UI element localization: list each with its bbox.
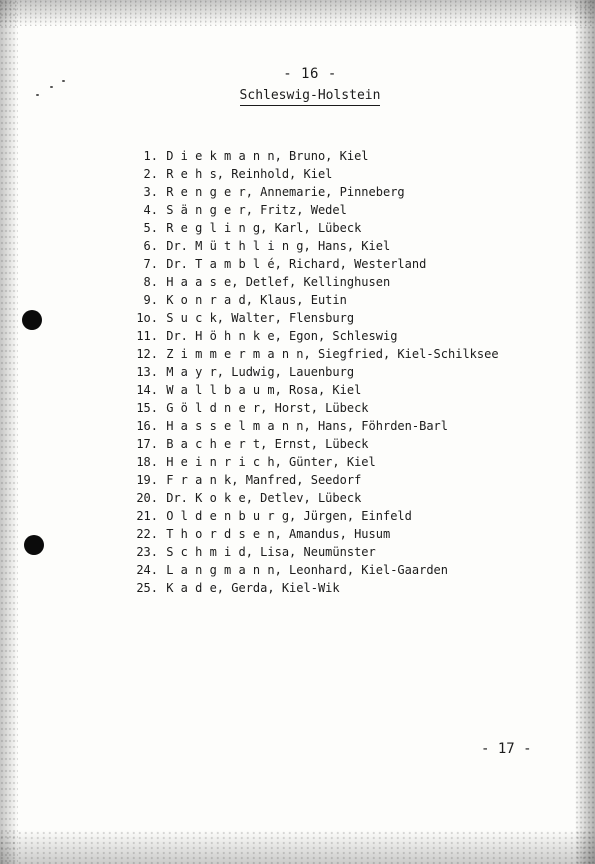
list-item-number: 4. bbox=[143, 203, 158, 217]
list-item-number: 17. bbox=[136, 437, 158, 451]
list-item bbox=[128, 147, 499, 165]
punch-hole-bottom bbox=[24, 535, 44, 555]
list-item-text: R e n g e r, Annemarie, Pinneberg bbox=[166, 185, 405, 199]
list-item-number: 25. bbox=[136, 581, 158, 595]
list-item bbox=[128, 345, 499, 363]
list-item-number: 8. bbox=[143, 275, 158, 289]
list-item-number: 20. bbox=[136, 491, 158, 505]
list-item-text: O l d e n b u r g, Jürgen, Einfeld bbox=[166, 509, 412, 523]
list-item bbox=[128, 183, 499, 201]
list-item-number: 5. bbox=[143, 221, 158, 235]
list-item-number: 22. bbox=[136, 527, 158, 541]
page-title bbox=[0, 88, 595, 106]
list-item-text: F r a n k, Manfred, Seedorf bbox=[166, 473, 362, 487]
list-item-number: 24. bbox=[136, 563, 158, 577]
list-item-text: Dr. K o k e, Detlev, Lübeck bbox=[166, 491, 362, 505]
list-item-number: 21. bbox=[136, 509, 158, 523]
list-item bbox=[128, 219, 499, 237]
list-item-number: 19. bbox=[136, 473, 158, 487]
list-item-number: 2. bbox=[143, 167, 158, 181]
scan-edge-left bbox=[0, 0, 18, 864]
list-item bbox=[128, 237, 499, 255]
list-item bbox=[128, 471, 499, 489]
list-item-number: 13. bbox=[136, 365, 158, 379]
list-item bbox=[128, 417, 499, 435]
list-item bbox=[128, 489, 499, 507]
list-item-number: 12. bbox=[136, 347, 158, 361]
list-item-text: S c h m i d, Lisa, Neumünster bbox=[166, 545, 376, 559]
list-item bbox=[128, 579, 499, 597]
list-item bbox=[128, 507, 499, 525]
list-item-text: K a d e, Gerda, Kiel-Wik bbox=[166, 581, 340, 595]
scan-edge-right bbox=[575, 0, 595, 864]
list-item-number: 6. bbox=[143, 239, 158, 253]
list-item bbox=[128, 291, 499, 309]
list-item-text: K o n r a d, Klaus, Eutin bbox=[166, 293, 347, 307]
list-item-number: 16. bbox=[136, 419, 158, 433]
list-item-text: S ä n g e r, Fritz, Wedel bbox=[166, 203, 347, 217]
list-item-text: D i e k m a n n, Bruno, Kiel bbox=[166, 149, 369, 163]
list-item bbox=[128, 363, 499, 381]
scan-edge-bottom bbox=[0, 830, 595, 864]
list-item-text: H a s s e l m a n n, Hans, Föhrden-Barl bbox=[166, 419, 448, 433]
list-item-number: 23. bbox=[136, 545, 158, 559]
page-title-text: Schleswig-Holstein bbox=[240, 88, 381, 106]
list-item bbox=[128, 273, 499, 291]
list-item-text: M a y r, Ludwig, Lauenburg bbox=[166, 365, 355, 379]
list-item-text: H a a s e, Detlef, Kellinghusen bbox=[166, 275, 391, 289]
list-item-number: 18. bbox=[136, 455, 158, 469]
list-item bbox=[128, 255, 499, 273]
list-item bbox=[128, 561, 499, 579]
list-item bbox=[128, 435, 499, 453]
list-item-number: 9. bbox=[143, 293, 158, 307]
list-item bbox=[128, 525, 499, 543]
list-item-text: R e g l i n g, Karl, Lübeck bbox=[166, 221, 362, 235]
list-item bbox=[128, 327, 499, 345]
list-item-number: 1. bbox=[143, 149, 158, 163]
list-item-number: 11. bbox=[136, 329, 158, 343]
list-item-number: 15. bbox=[136, 401, 158, 415]
list-item-text: R e h s, Reinhold, Kiel bbox=[166, 167, 333, 181]
list-item-text: G ö l d n e r, Horst, Lübeck bbox=[166, 401, 369, 415]
list-item-text: L a n g m a n n, Leonhard, Kiel-Gaarden bbox=[166, 563, 448, 577]
list-item-text: Dr. T a m b l é, Richard, Westerland bbox=[166, 257, 427, 271]
list-item-text: T h o r d s e n, Amandus, Husum bbox=[166, 527, 391, 541]
page-number-top: - 16 - bbox=[283, 66, 337, 82]
list-item-text: Z i m m e r m a n n, Siegfried, Kiel-Schilksee bbox=[166, 347, 499, 361]
punch-hole-top bbox=[22, 310, 42, 330]
list-item-text: S u c k, Walter, Flensburg bbox=[166, 311, 355, 325]
list-item-text: B a c h e r t, Ernst, Lübeck bbox=[166, 437, 369, 451]
scan-edge-top bbox=[0, 0, 595, 26]
list-item-number: 3. bbox=[143, 185, 158, 199]
name-list bbox=[128, 147, 499, 597]
page-number-bottom: - 17 - bbox=[481, 741, 532, 757]
list-item bbox=[128, 543, 499, 561]
list-item-text: Dr. M ü t h l i n g, Hans, Kiel bbox=[166, 239, 391, 253]
list-item-text: Dr. H ö h n k e, Egon, Schleswig bbox=[166, 329, 398, 343]
list-item bbox=[128, 309, 499, 327]
list-item bbox=[128, 399, 499, 417]
list-item bbox=[128, 165, 499, 183]
list-item-number: 14. bbox=[136, 383, 158, 397]
list-item bbox=[128, 201, 499, 219]
list-item bbox=[128, 453, 499, 471]
list-item-text: W a l l b a u m, Rosa, Kiel bbox=[166, 383, 362, 397]
list-item bbox=[128, 381, 499, 399]
list-item-text: H e i n r i c h, Günter, Kiel bbox=[166, 455, 376, 469]
list-item-number: 1o. bbox=[136, 311, 158, 325]
list-item-number: 7. bbox=[143, 257, 158, 271]
